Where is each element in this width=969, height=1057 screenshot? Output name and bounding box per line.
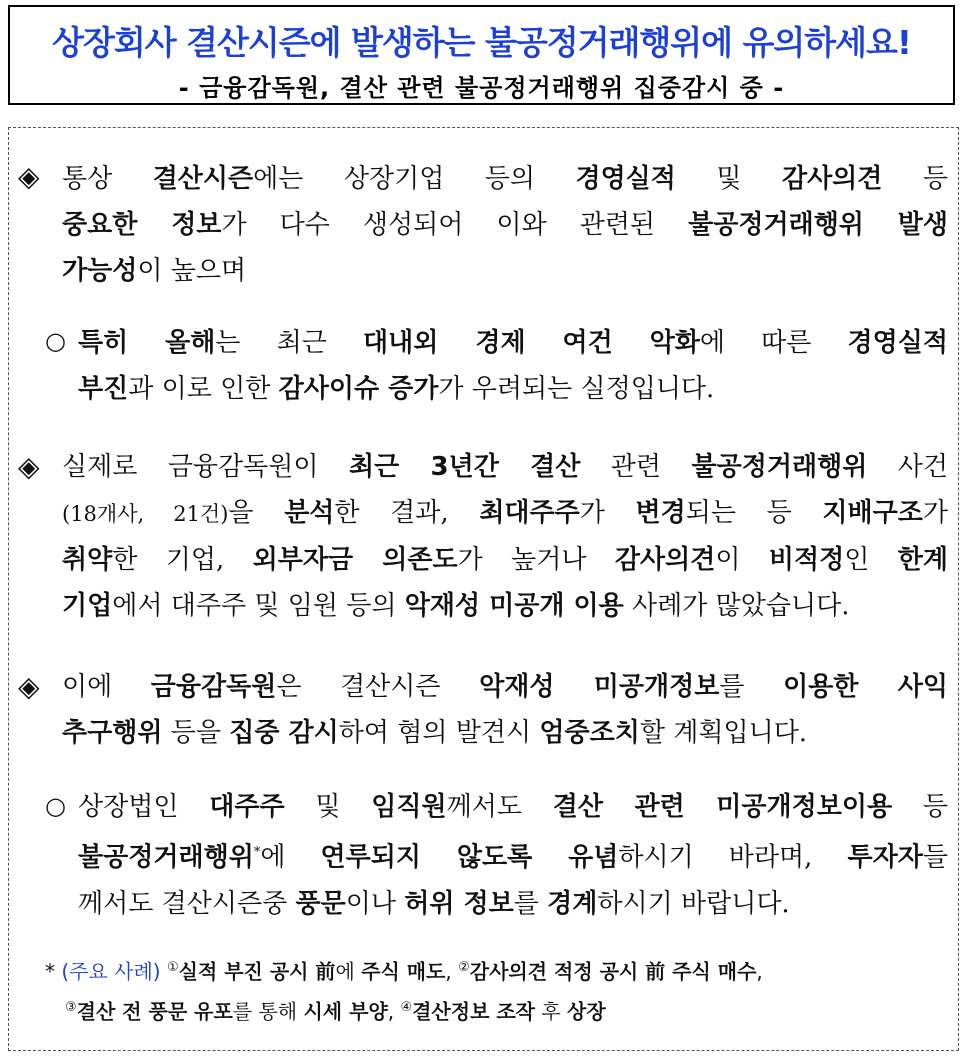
paragraph-5-line-1: 상장법인 대주주 및 임직원께서도 결산 관련 미공개정보이용 등 bbox=[78, 792, 949, 822]
paragraph-4-line-2: 추구행위 등을 집중 감시하여 혐의 발견시 엄중조치할 계획입니다. bbox=[62, 718, 808, 748]
paragraph-4-line-1: 이에 금융감독원은 결산시즌 악재성 미공개정보를 이용한 사익 bbox=[62, 672, 948, 702]
paragraph-2-line-2: 부진과 이로 인한 감사이슈 증가가 우려되는 실정입니다. bbox=[78, 374, 715, 404]
paragraph-4 bbox=[62, 664, 948, 756]
paragraph-3-line-3: 취약한 기업, 외부자금 의존도가 높거나 감사의견이 비적정인 한계 bbox=[62, 545, 948, 575]
paragraph-5-line-3: 께서도 결산시즌중 풍문이나 허위 정보를 경계하시기 바랍니다. bbox=[78, 888, 790, 919]
paragraph-1 bbox=[62, 156, 948, 294]
paragraph-5-line-2: 불공정거래행위*에 연루되지 않도록 유념하시기 바라며, 투자자들 bbox=[78, 842, 948, 873]
paragraph-3-line-2: (18개사, 21건)을 분석한 결과, 최대주주가 변경되는 등 지배구조가 bbox=[62, 498, 948, 528]
paragraph-2 bbox=[78, 320, 948, 412]
diamond-bullet-icon: ◈ bbox=[18, 670, 40, 703]
paragraph-3-line-1: 실제로 금융감독원이 최근 3년간 결산 관련 불공정거래행위 사건 bbox=[62, 452, 949, 482]
circle-bullet-icon: ○ bbox=[45, 792, 66, 820]
paragraph-3 bbox=[62, 444, 948, 629]
paragraph-3-line-4: 기업에서 대주주 및 임원 등의 악재성 미공개 이용 사례가 많았습니다. bbox=[62, 591, 850, 621]
paragraph-5 bbox=[78, 784, 948, 927]
footnote-label: (주요 사례) bbox=[61, 959, 161, 984]
footnote-mark: * bbox=[45, 959, 55, 984]
title-box bbox=[8, 5, 955, 105]
paragraph-1-line-3: 가능성이 높으며 bbox=[62, 256, 247, 286]
diamond-bullet-icon: ◈ bbox=[18, 450, 40, 483]
diamond-bullet-icon: ◈ bbox=[18, 160, 40, 193]
paragraph-2-line-1: 특히 올해는 최근 대내외 경제 여건 악화에 따른 경영실적 bbox=[78, 328, 948, 358]
page-title: 상장회사 결산시즌에 발생하는 불공정거래행위에 유의하세요! bbox=[52, 23, 911, 62]
page-subtitle: - 금융감독원, 결산 관련 불공정거래행위 집중감시 중 - bbox=[178, 74, 785, 102]
circle-bullet-icon: ○ bbox=[45, 327, 66, 355]
footnote: * (주요 사례) ①실적 부진 공시 前에 주식 매도, ②감사의견 적정 공시 前 주식 매수, ③결산 전 풍문 유포를 통해 시세 부양, ④결산정보 조작 후 상장 bbox=[45, 959, 763, 1024]
paragraph-1-line-2: 중요한 정보가 다수 생성되어 이와 관련된 불공정거래행위 발생 bbox=[62, 210, 948, 240]
paragraph-1-line-1: 통상 결산시즌에는 상장기업 등의 경영실적 및 감사의견 등 bbox=[62, 164, 948, 194]
